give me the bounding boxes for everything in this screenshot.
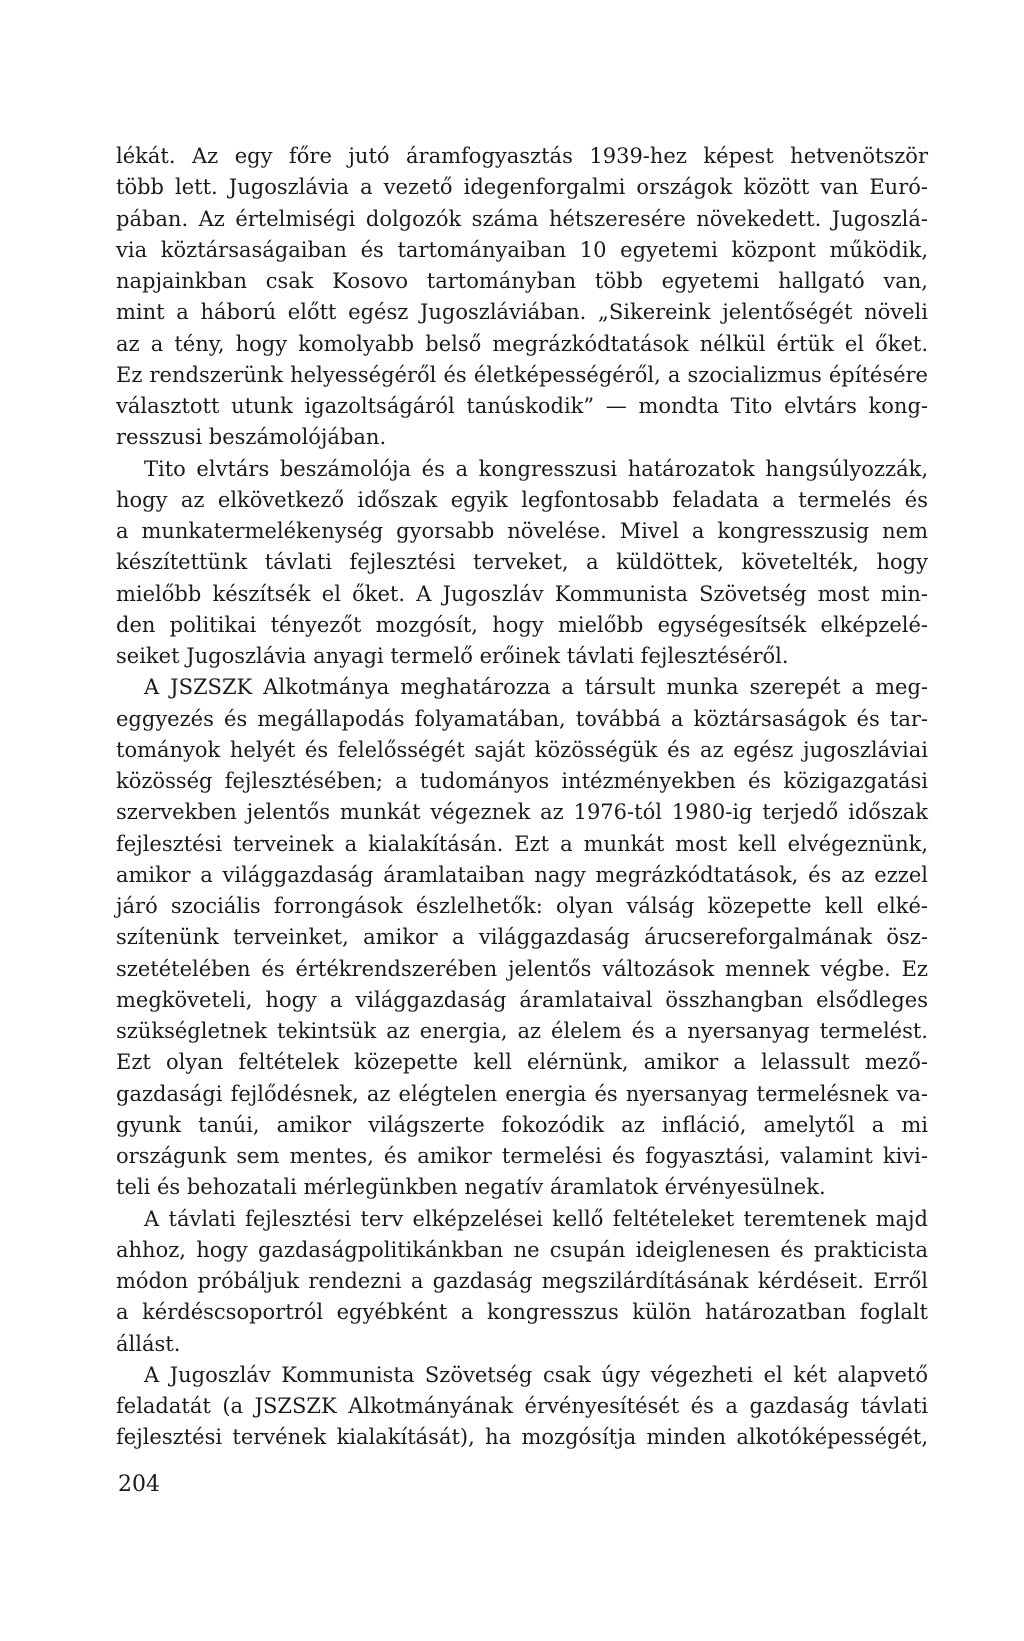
text-line: választott utunk igazoltságáról tanúskodik” — mondta Tito elvtárs kong- — [116, 394, 928, 418]
text-line: hogy az elkövetkező időszak egyik legfontosabb feladata a termelés és — [116, 487, 928, 512]
text-line: több lett. Jugoszlávia a vezető idegenforgalmi országok között van Euró- — [116, 175, 928, 200]
text-line: szítenünk terveinket, amikor a világgazdaság árucsereforgalmának ösz- — [116, 925, 928, 950]
text-line: állást. — [116, 1331, 181, 1356]
text-line: mielőbb készítsék el őket. A Jugoszláv Kommunista Szövetség most min- — [116, 581, 928, 606]
page-number: 204 — [118, 1472, 160, 1497]
text-line: pában. Az értelmiségi dolgozók száma hétszeresére növekedett. Jugoszlá- — [116, 206, 928, 231]
text-line: A távlati fejlesztési terv elképzelései kellő feltételeket teremtenek majd — [144, 1206, 928, 1231]
body-text — [116, 141, 928, 1454]
text-line: tományok helyét és felelősségét saját közösségük és az egész jugoszláviai — [116, 737, 928, 762]
text-line: A JSZSZK Alkotmánya meghatározza a társult munka szerepét a meg- — [144, 675, 928, 700]
text-line: országunk sem mentes, és amikor termelési és fogyasztási, valamint kivi- — [116, 1144, 928, 1168]
text-line: gyunk tanúi, amikor világszerte fokozódik az infláció, amelytől a mi — [116, 1112, 928, 1137]
text-line: az a tény, hogy komolyabb belső megrázkódtatások nélkül értük el őket. — [116, 331, 928, 356]
text-line: napjainkban csak Kosovo tartományban több egyetemi hallgató van, — [116, 269, 928, 293]
text-line: a kérdéscsoportról egyébként a kongresszus külön határozatban foglalt — [116, 1300, 928, 1325]
text-line: Tito elvtárs beszámolója és a kongresszusi határozatok hangsúlyozzák, — [144, 456, 928, 481]
text-line: amikor a világgazdaság áramlataiban nagy megrázkódtatások, és az ezzel — [116, 862, 928, 887]
paragraph-2 — [116, 454, 928, 673]
text-line: resszusi beszámolójában. — [116, 425, 387, 450]
text-line: Ez rendszerünk helyességéről és életképességéről, a szocializmus építésére — [116, 362, 928, 387]
text-line: A Jugoszláv Kommunista Szövetség csak úgy végezheti el két alapvető — [144, 1362, 928, 1387]
text-line: via köztársaságaiban és tartományaiban 10 egyetemi központ működik, — [116, 237, 928, 262]
text-line: fejlesztési tervének kialakítását), ha mozgósítja minden alkotóképességét, — [116, 1425, 928, 1450]
text-line: mint a háború előtt egész Jugoszláviában. „Sikereink jelentőségét növeli — [116, 300, 928, 325]
text-line: a munkatermelékenység gyorsabb növelése. Mivel a kongresszusig nem — [116, 519, 928, 543]
text-line: feladatát (a JSZSZK Alkotmányának érvényesítését és a gazdaság távlati — [116, 1394, 928, 1418]
paragraph-3 — [116, 672, 928, 1203]
text-line: készítettünk távlati fejlesztési terveket, a küldöttek, követelték, hogy — [116, 550, 928, 575]
text-line: Ezt olyan feltételek közepette kell elérnünk, amikor a lelassult mező- — [116, 1050, 928, 1075]
paragraph-5 — [116, 1360, 928, 1454]
text-line: járó szociális forrongások észlelhetők: olyan válság közepette kell elké- — [116, 894, 928, 918]
text-line: módon próbáljuk rendezni a gazdaság megszilárdításának kérdéseit. Erről — [116, 1269, 928, 1293]
text-line: közösség fejlesztésében; a tudományos intézményekben és közigazgatási — [116, 769, 928, 793]
text-line: eggyezés és megállapodás folyamatában, továbbá a köztársaságok és tar- — [116, 706, 928, 731]
text-line: fejlesztési terveinek a kialakításán. Ezt a munkát most kell elvégeznünk, — [116, 831, 928, 856]
text-line: megköveteli, hogy a világgazdaság áramlataival összhangban elsődleges — [116, 987, 928, 1012]
text-line: teli és behozatali mérlegünkben negatív áramlatok érvényesülnek. — [116, 1175, 826, 1200]
text-line: ahhoz, hogy gazdaságpolitikánkban ne csupán ideiglenesen és prakticista — [116, 1237, 928, 1262]
text-line: szükségletnek tekintsük az energia, az élelem és a nyersanyag termelést. — [116, 1019, 928, 1043]
text-line: gazdasági fejlődésnek, az elégtelen energia és nyersanyag termelésnek va- — [116, 1081, 928, 1106]
paragraph-4 — [116, 1204, 928, 1360]
text-line: den politikai tényezőt mozgósít, hogy mielőbb egységesítsék elképzelé- — [116, 612, 928, 637]
text-line: lékát. Az egy főre jutó áramfogyasztás 1939-hez képest hetvenötször — [116, 144, 928, 168]
paragraph-1 — [116, 141, 928, 454]
text-line: szervekben jelentős munkát végeznek az 1976-tól 1980-ig terjedő időszak — [116, 800, 928, 825]
text-line: szetételében és értékrendszerében jelentős változások mennek végbe. Ez — [116, 956, 928, 981]
text-line: seiket Jugoszlávia anyagi termelő erőinek távlati fejlesztéséről. — [116, 644, 789, 668]
